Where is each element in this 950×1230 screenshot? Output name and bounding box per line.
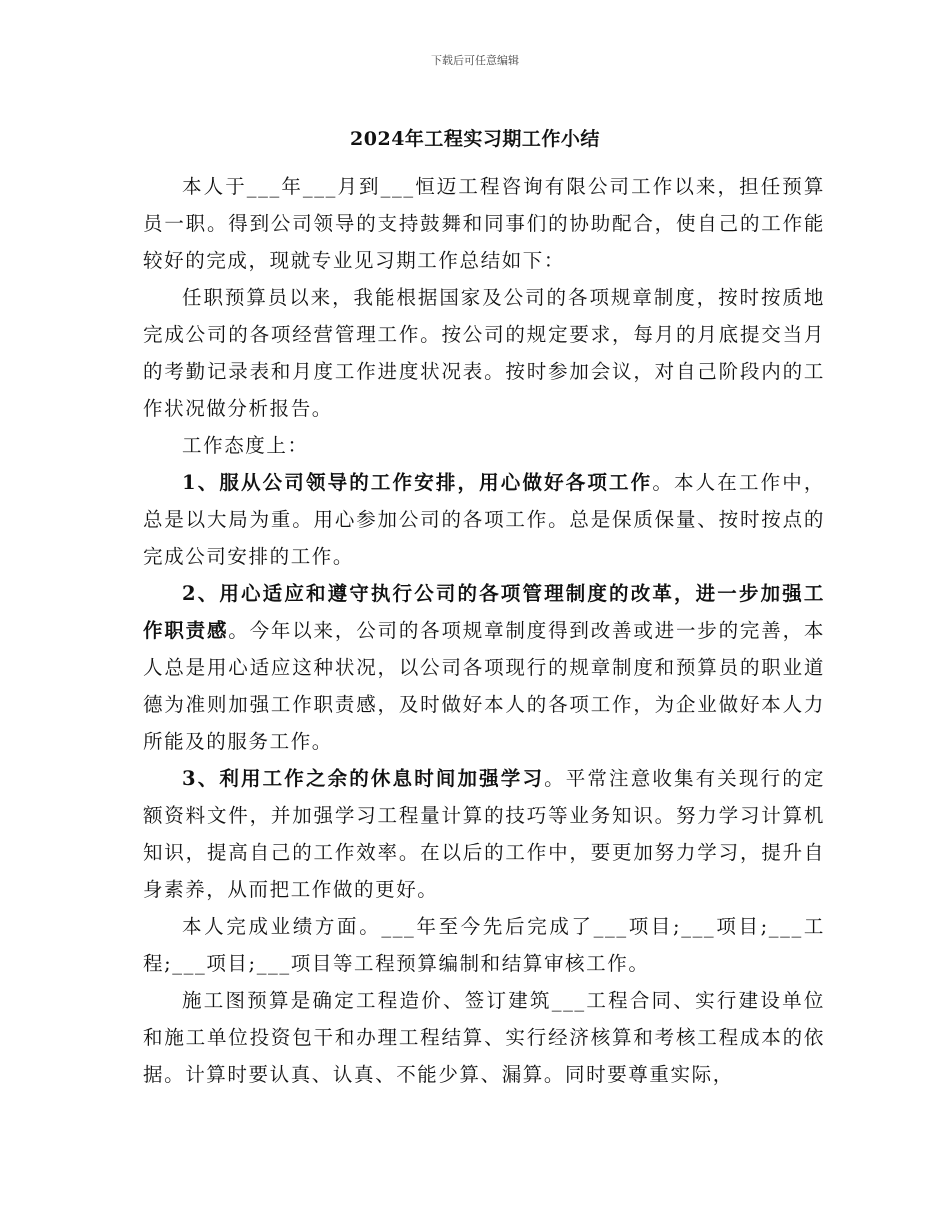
point-heading: 3、利用工作之余的休息时间加强学习: [182, 767, 545, 790]
point-heading: 2、用心适应和遵守执行公司的各项管理制度的改革，进一步加强工作职责感: [143, 582, 825, 642]
paragraph-text: 工作态度上：: [182, 434, 309, 457]
paragraph-text: 。本人在工作中，总是以大局为重。用心参加公司的各项工作。总是保质保量、按时按点的完成公司安排的工作。: [143, 471, 825, 568]
paragraph-text: 任职预算员以来，我能根据国家及公司的各项规章制度，按时按质地完成公司的各项经营管理工作。按公司的规定要求，每月的月底提交当月的考勤记录表和月度工作进度状况表。按时参加会议，对自己阶段内的工作状况做分析报告。: [143, 286, 825, 420]
document-body: [143, 168, 825, 1093]
header-note: 下载后可任意编辑: [431, 54, 519, 67]
paragraph-text: 。今年以来，公司的各项规章制度得到改善或进一步的完善，本人总是用心适应这种状况，以公司各项现行的规章制度和预算员的职业道德为准则加强工作职责感，及时做好本人的各项工作，为企业做好本人力所能及的服务工作。: [143, 619, 825, 753]
paragraph-attitude-heading: [143, 427, 825, 464]
document-title: 2024年工程实习期工作小结: [350, 128, 600, 150]
paragraph-intro: [143, 168, 825, 279]
paragraph-text: 。平常注意收集有关现行的定额资料文件，并加强学习工程量计算的技巧等业务知识。努力学习计算机知识，提高自己的工作效率。在以后的工作中，要更加努力学习，提升自身素养，从而把工作做的更好。: [143, 767, 825, 901]
paragraph-point-1: [143, 464, 825, 575]
paragraph-duties: [143, 279, 825, 427]
paragraph-achievements: [143, 908, 825, 982]
paragraph-text: 本人完成业绩方面。___年至今先后完成了___项目;___项目;___工程;___项目;___项目等工程预算编制和结算审核工作。: [143, 915, 825, 975]
paragraph-point-3: [143, 760, 825, 908]
paragraph-text: 本人于___年___月到___恒迈工程咨询有限公司工作以来，担任预算员一职。得到公司领导的支持鼓舞和同事们的协助配合，使自己的工作能较好的完成，现就专业见习期工作总结如下：: [143, 175, 825, 272]
paragraph-text: 施工图预算是确定工程造价、签订建筑___工程合同、实行建设单位和施工单位投资包干和办理工程结算、实行经济核算和考核工程成本的依据。计算时要认真、认真、不能少算、漏算。同时要尊重实际，: [143, 989, 825, 1086]
point-heading: 1、服从公司领导的工作安排，用心做好各项工作: [182, 471, 653, 494]
paragraph-point-2: [143, 575, 825, 760]
paragraph-budget: [143, 982, 825, 1093]
